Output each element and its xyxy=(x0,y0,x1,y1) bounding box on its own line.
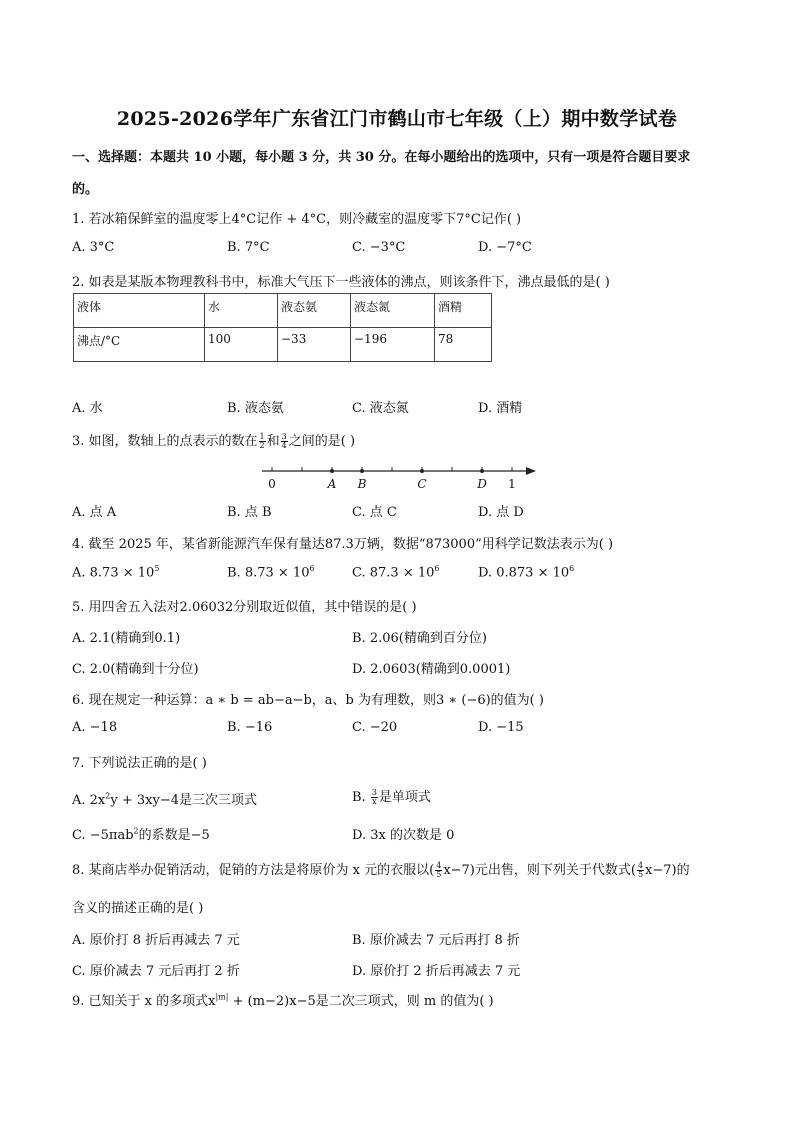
q1-option-a: A. 3°C xyxy=(72,240,115,255)
fraction-three-quarters xyxy=(281,433,288,450)
q6-option-a: A. −18 xyxy=(72,720,118,735)
label-zero: 0 xyxy=(268,477,276,491)
q7-option-c-part1: C. −5πab xyxy=(72,828,134,843)
table-cell: 液体 xyxy=(74,294,205,328)
q3-stem-part2: 和 xyxy=(266,434,280,449)
page-title: 2025-2026学年广东省江门市鹤山市七年级（上）期中数学试卷 xyxy=(116,108,678,130)
question-6-stem: 6. 现在规定一种运算：a ∗ b = ab−a−b，a、b 为有理数，则3 ∗ (−6)的值为( ) xyxy=(72,693,544,708)
q9-part2: + (m−2)x−5是二次三项式，则 m 的值为( ) xyxy=(228,994,494,1009)
q4-option-c-exp: 6 xyxy=(434,564,440,573)
q3-stem-part1: 3. 如图，数轴上的点表示的数在 xyxy=(72,434,258,449)
question-4-stem: 4. 截至 2025 年，某省新能源汽车保有量达87.3万辆，数据“873000”用科学记数法表示为( ) xyxy=(72,537,614,552)
fraction-numerator: 4 xyxy=(637,861,644,870)
q4-option-d-exp: 6 xyxy=(569,564,575,573)
table-row xyxy=(74,328,492,362)
question-3-stem xyxy=(72,430,355,450)
question-5-stem: 5. 用四舍五入法对2.06032分别取近似值，其中错误的是( ) xyxy=(72,600,417,615)
table-cell: 水 xyxy=(205,294,278,328)
table-cell: 100 xyxy=(205,328,278,362)
label-point-c: C xyxy=(417,477,427,491)
table-cell: −33 xyxy=(278,328,351,362)
q8-option-d: D. 原价打 2 折后再减去 7 元 xyxy=(352,964,521,979)
label-one: 1 xyxy=(508,477,516,491)
q7-option-a-part2: y + 3xy−4是三次三项式 xyxy=(110,793,257,808)
q9-part1: 9. 已知关于 x 的多项式x xyxy=(72,994,216,1009)
q4-option-b xyxy=(227,564,315,580)
fraction-numerator: 3 xyxy=(371,788,377,797)
section-heading-line2: 的。 xyxy=(72,182,99,197)
fraction-one-half xyxy=(259,433,266,450)
q6-option-c: C. −20 xyxy=(352,720,398,735)
q4-option-d-base: D. 0.873 × 10 xyxy=(478,565,570,581)
point-d-dot xyxy=(480,469,484,473)
table-cell: −196 xyxy=(351,328,435,362)
q7-option-c-exp: 2 xyxy=(133,826,139,836)
q7-option-b-part1: B. xyxy=(352,790,370,805)
q5-option-b: B. 2.06(精确到百分位) xyxy=(352,631,487,646)
q3-option-c: C. 点 C xyxy=(352,505,397,520)
q4-option-c xyxy=(352,564,440,580)
q7-option-a-exp: 2 xyxy=(105,791,111,801)
fraction-denominator: x xyxy=(372,797,377,806)
q8-part3: x−7)的 xyxy=(645,863,690,878)
q4-option-c-base: C. 87.3 × 10 xyxy=(352,565,435,581)
section-heading-line1: 一、选择题：本题共 10 小题，每小题 3 分，共 30 分。在每小题给出的选项中，只有一项是符合题目要求 xyxy=(72,150,691,165)
question-2-stem: 2. 如表是某版本物理教科书中，标准大气压下一些液体的沸点，则该条件下，沸点最低的是( ) xyxy=(72,275,610,290)
point-b-dot xyxy=(360,469,364,473)
point-a-dot xyxy=(330,469,334,473)
q9-exponent: |m| xyxy=(215,992,229,1002)
q4-option-a-base: A. 8.73 × 10 xyxy=(72,565,155,581)
fraction-numerator: 4 xyxy=(436,861,442,870)
number-line-figure xyxy=(258,456,538,492)
q7-option-c-part2: 的系数是−5 xyxy=(138,828,210,843)
q5-option-a: A. 2.1(精确到0.1) xyxy=(72,631,181,646)
q3-option-d: D. 点 D xyxy=(478,505,524,520)
q8-option-c: C. 原价减去 7 元后再打 2 折 xyxy=(72,964,240,979)
table-row xyxy=(74,294,492,328)
q4-option-a xyxy=(72,564,159,580)
axis-arrow-icon xyxy=(526,467,536,475)
fraction-three-over-x xyxy=(371,789,378,806)
label-point-d: D xyxy=(477,477,487,491)
q5-option-c: C. 2.0(精确到十分位) xyxy=(72,662,199,677)
table-cell: 液态氨 xyxy=(278,294,351,328)
q7-option-a-part1: A. 2x xyxy=(72,793,106,808)
q1-option-b: B. 7°C xyxy=(227,240,270,255)
q3-stem-part3: 之间的是( ) xyxy=(288,434,356,449)
table-cell: 酒精 xyxy=(435,294,492,328)
q2-option-b: B. 液态氨 xyxy=(227,401,284,416)
table-cell: 沸点/°C xyxy=(74,328,205,362)
q7-option-b-part2: 是单项式 xyxy=(378,790,431,805)
table-cell: 液态氮 xyxy=(351,294,435,328)
q7-option-d: D. 3x 的次数是 0 xyxy=(352,828,455,843)
q4-option-d xyxy=(478,564,574,580)
question-1-stem: 1. 若冰箱保鲜室的温度零上4°C记作 + 4°C，则冷藏室的温度零下7°C记作( ) xyxy=(72,212,522,227)
q8-part1: 8. 某商店举办促销活动，促销的方法是将原价为 x 元的衣服以( xyxy=(72,863,435,878)
q2-option-d: D. 酒精 xyxy=(478,401,523,416)
fraction-four-fifths xyxy=(637,862,644,879)
q6-option-d: D. −15 xyxy=(478,720,524,735)
q7-option-c xyxy=(72,824,210,843)
question-8-line2: 含义的描述正确的是( ) xyxy=(72,901,204,916)
q8-option-b: B. 原价减去 7 元后再打 8 折 xyxy=(352,933,520,948)
point-c-dot xyxy=(420,469,424,473)
fraction-four-fifths xyxy=(435,862,442,879)
fraction-denominator: 2 xyxy=(259,441,265,450)
q4-option-a-exp: 5 xyxy=(154,564,160,573)
q8-part2: x−7)元出售，则下列关于代数式( xyxy=(443,863,636,878)
boiling-point-table xyxy=(73,293,492,362)
q2-option-c: C. 液态氮 xyxy=(352,401,409,416)
fraction-denominator: 4 xyxy=(281,441,287,450)
label-point-b: B xyxy=(357,477,367,491)
question-9-stem xyxy=(72,990,494,1009)
q6-option-b: B. −16 xyxy=(227,720,273,735)
q8-option-a: A. 原价打 8 折后再减去 7 元 xyxy=(72,933,240,948)
fraction-denominator: 5 xyxy=(637,870,644,879)
q2-option-a: A. 水 xyxy=(72,401,103,416)
q3-option-b: B. 点 B xyxy=(227,505,272,520)
question-7-stem: 7. 下列说法正确的是( ) xyxy=(72,756,207,771)
q4-option-b-exp: 6 xyxy=(309,564,315,573)
fraction-numerator: 3 xyxy=(281,432,287,441)
question-8-line1 xyxy=(72,859,690,879)
number-line-ticks xyxy=(272,467,512,471)
q1-option-d: D. −7°C xyxy=(478,240,532,255)
q3-option-a: A. 点 A xyxy=(72,505,117,520)
q1-option-c: C. −3°C xyxy=(352,240,406,255)
q7-option-a xyxy=(72,789,257,808)
q4-option-b-base: B. 8.73 × 10 xyxy=(227,565,310,581)
fraction-denominator: 5 xyxy=(436,870,442,879)
table-cell: 78 xyxy=(435,328,492,362)
q7-option-b xyxy=(352,786,431,806)
q5-option-d: D. 2.0603(精确到0.0001) xyxy=(352,662,511,677)
fraction-numerator: 1 xyxy=(259,432,265,441)
label-point-a: A xyxy=(327,477,337,491)
